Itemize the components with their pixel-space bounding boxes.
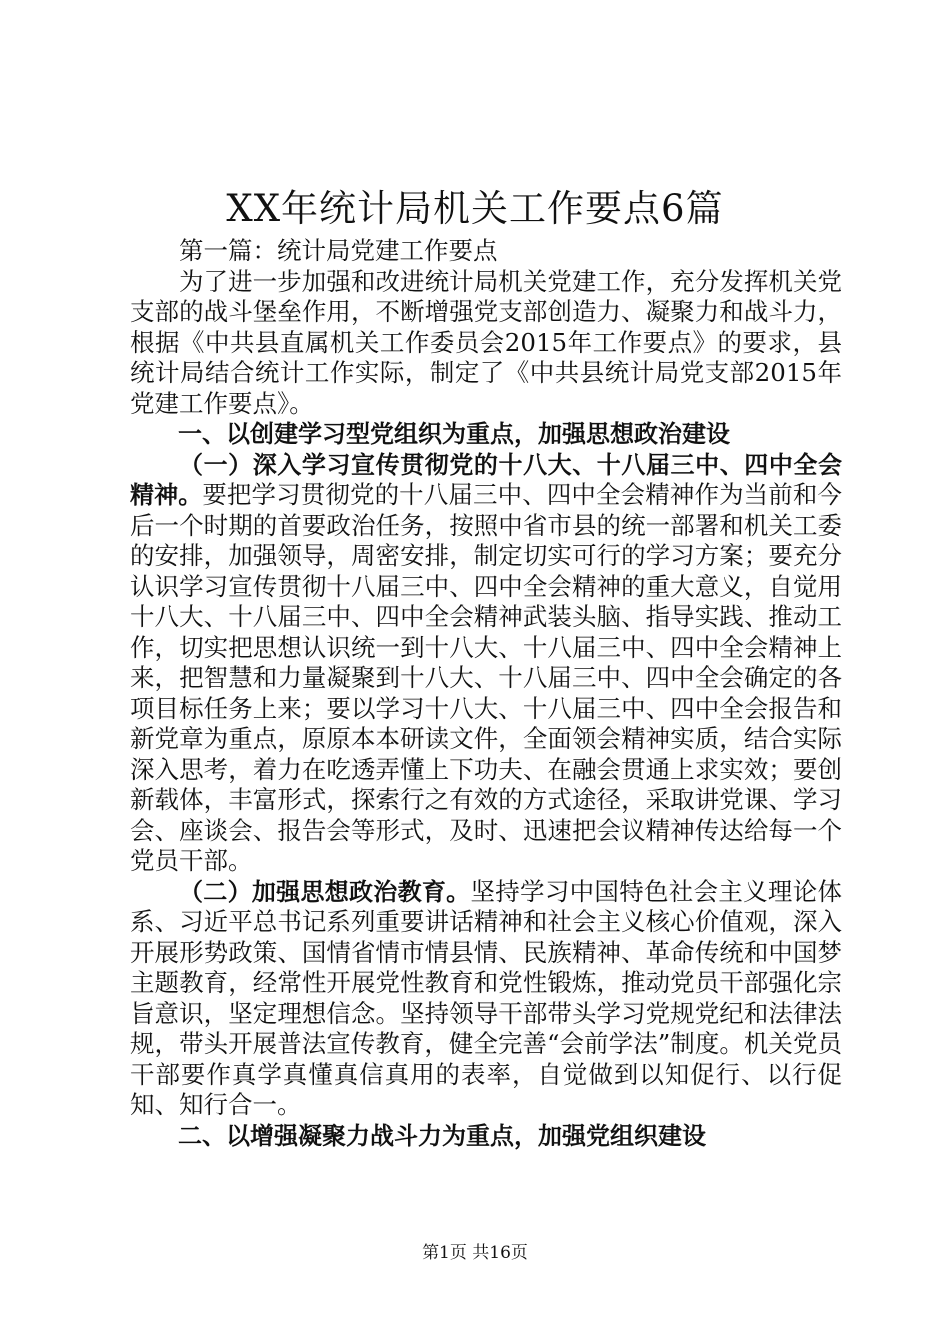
item-1-body: 要把学习贯彻党的十八届三中、四中全会精神作为当前和今后一个时期的首要政治任务，按照中省市县的统一部署和机关工委的安排，加强领导，周密安排，制定切实可行的学习方案；要充分认识学习宣传贯彻十八届三中、四中全会精神的重大意义，自觉用十八大、十八届三中、四中全会精神武装头脑、指导实践、推动工作，切实把思想认识统一到十八大、十八届三中、四中全会精神上来，把智慧和力量凝聚到十八大、十八届三中、四中全会确定的各项目标任务上来；要以学习十八大、十八届三中、四中全会报告和新党章为重点，原原本本研读文件，全面领会精神实质，结合实际深入思考，着力在吃透弄懂上下功夫、在融会贯通上求实效；要创新载体，丰富形式，探索行之有效的方式途径，采取讲党课、学习会、座谈会、报告会等形式，及时、迅速把会议精神传达给每一个党员干部。 [130, 480, 843, 875]
page-footer: 第1页 共16页 [422, 1243, 528, 1263]
document-body [130, 236, 842, 1151]
document-title: XX年统计局机关工作要点6篇 [226, 187, 724, 230]
item-2-lead: （二）加强思想政治教育。 [179, 877, 471, 906]
item-1-lead: （一）深入学习宣传贯彻党的十八大、十八届三中、四中全会精神。 [130, 450, 842, 509]
item-2-body: 坚持学习中国特色社会主义理论体系、习近平总书记系列重要讲话精神和社会主义核心价值观，深入开展形势政策、国情省情市情县情、民族精神、革命传统和中国梦主题教育，经常性开展党性教育和党性锻炼，推动党员干部强化宗旨意识，坚定理想信念。坚持领导干部带头学习党规党纪和法律法规，带头开展普法宣传教育，健全完善“会前学法”制度。机关党员干部要作真学真懂真信真用的表率，自觉做到以知促行、以行促知、知行合一。 [130, 876, 843, 1119]
item-2-paragraph [130, 877, 842, 1121]
section-2-heading: 二、以增强凝聚力战斗力为重点，加强党组织建设 [178, 1121, 706, 1150]
part-subtitle: 第一篇：统计局党建工作要点 [179, 236, 498, 265]
item-1-paragraph [130, 450, 842, 877]
section-1-heading: 一、以创建学习型党组织为重点，加强思想政治建设 [178, 420, 730, 448]
intro-paragraph: 为了进一步加强和改进统计局机关党建工作，充分发挥机关党支部的战斗堡垒作用，不断增强党支部创造力、凝聚力和战斗力，根据《中共县直属机关工作委员会2015年工作要点》的要求，县统计局结合统计工作实际，制定了《中共县统计局党支部2015年党建工作要点》。 [130, 266, 842, 418]
